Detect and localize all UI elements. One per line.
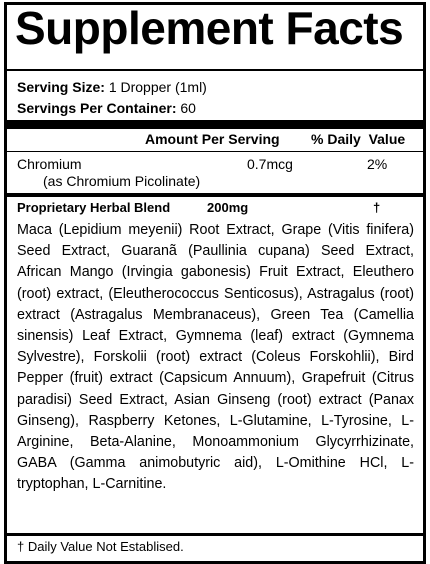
medium-divider (7, 193, 423, 197)
amount-per-serving-header: Amount Per Serving (145, 131, 280, 147)
daily-value-header: % Daily Value (311, 131, 406, 147)
footnote: † Daily Value Not Establised. (17, 539, 184, 554)
chromium-name: Chromium (17, 156, 82, 172)
chromium-form: (as Chromium Picolinate) (43, 173, 201, 189)
servings-per-container-label: Servings Per Container: (17, 100, 177, 116)
chromium-daily-value: 2% (367, 156, 388, 172)
panel-title: Supplement Facts (15, 2, 404, 54)
chromium-amount: 0.7mcg (247, 156, 293, 172)
blend-ingredients: Maca (Lepidium meyenii) Root Extract, Grape (Vitis finifera) Seed Extract, Guaranã (Paullinia cupana) Seed Extract, African Mango (Irvingia gabonesis) Fruit Extract, Eleuthero (root) extract, (Eleutherococcus Senticosus), Astragalus (root) extract (Astragalus Membranaceus), Green Tea (Camellia sinensis) Leaf Extract, Gymnema (leaf) extract (Gymnema Sylvestre), Forskolii (root) extract (Coleus Forskohlii), Bird Pepper (fruit) extract (Capsicum Annuum), Grapefruit (Citrus paradisi) Seed Extract, Asian Ginseng (root) extract (Panax Ginseng), Raspberry Ketones, L-Glutamine, L-Tyrosine, L-Arginine, Beta-Alanine, Monoammonium Glycyrrhizinate, GABA (Gamma animobutyric aid), L-Omithine HCl, L-tryptophan, L-Carnitine. (17, 222, 414, 493)
blend-dagger: † (373, 200, 381, 215)
header-divider (7, 151, 423, 152)
servings-per-container (17, 100, 196, 116)
thick-divider (7, 120, 423, 129)
serving-size-value: 1 Dropper (1ml) (108, 79, 207, 95)
serving-size-label: Serving Size: (17, 79, 105, 95)
servings-per-container-value: 60 (180, 100, 196, 116)
serving-size (17, 79, 207, 95)
blend-amount: 200mg (207, 200, 249, 215)
title-divider (7, 69, 423, 71)
supplement-facts-panel (4, 2, 426, 564)
footer-divider (7, 533, 423, 536)
blend-name: Proprietary Herbal Blend (17, 200, 171, 215)
